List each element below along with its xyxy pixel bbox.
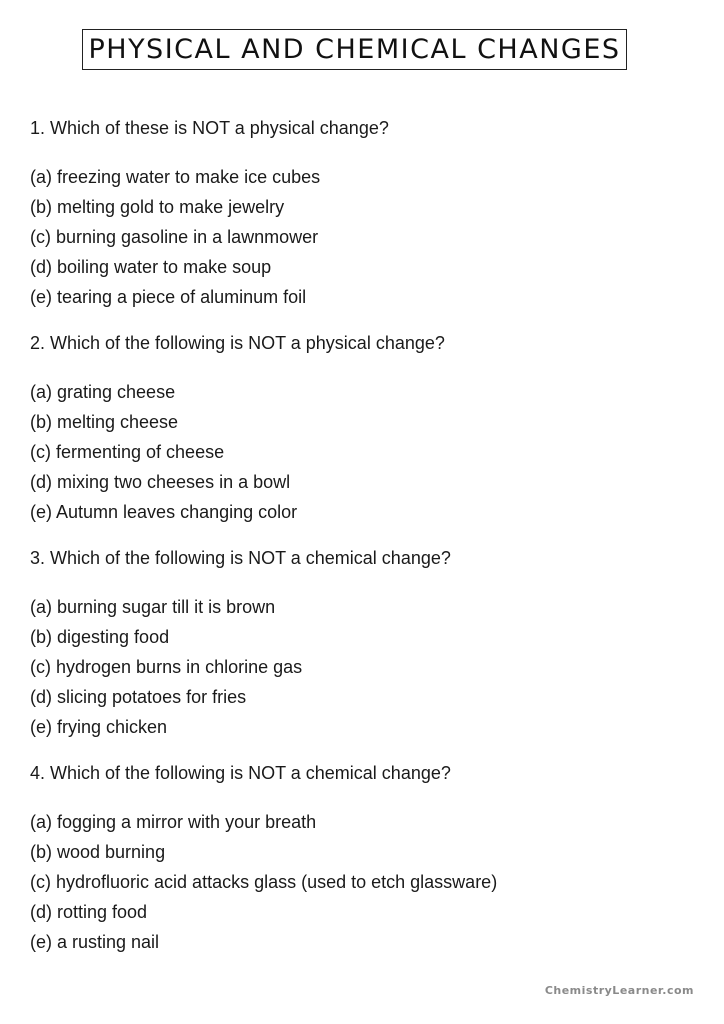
option-a: (a) freezing water to make ice cubes [30,167,321,187]
option-c: (c) burning gasoline in a lawnmower [30,227,319,247]
option-c: (c) fermenting of cheese [30,442,225,462]
option-d: (d) rotting food [30,902,148,922]
option-b: (b) digesting food [30,627,170,647]
option-d: (d) mixing two cheeses in a bowl [30,472,291,492]
question-2 [30,331,700,527]
option-a: (a) burning sugar till it is brown [30,597,276,617]
question-3 [30,546,700,742]
option-d: (d) boiling water to make soup [30,257,272,277]
option-d: (d) slicing potatoes for fries [30,687,247,707]
worksheet-title-box [82,29,627,70]
option-b: (b) melting gold to make jewelry [30,197,285,217]
site-watermark: ChemistryLearner.com [544,984,694,997]
question-text: 3. Which of the following is NOT a chemical change? [30,548,451,568]
option-e: (e) a rusting nail [30,932,160,952]
option-a: (a) fogging a mirror with your breath [30,812,317,832]
option-b: (b) wood burning [30,842,166,862]
worksheet-title: PHYSICAL AND CHEMICAL CHANGES [88,34,621,65]
question-4 [30,761,700,957]
answer-options [30,592,700,742]
question-text: 1. Which of these is NOT a physical change? [30,118,389,138]
option-e: (e) Autumn leaves changing color [30,502,298,522]
option-c: (c) hydrogen burns in chlorine gas [30,657,303,677]
option-c: (c) hydrofluoric acid attacks glass (used to etch glassware) [30,872,498,892]
question-text: 2. Which of the following is NOT a physical change? [30,333,445,353]
option-e: (e) tearing a piece of aluminum foil [30,287,307,307]
question-text: 4. Which of the following is NOT a chemical change? [30,763,451,783]
answer-options [30,162,700,312]
answer-options [30,807,700,957]
answer-options [30,377,700,527]
option-a: (a) grating cheese [30,382,176,402]
question-1 [30,116,700,312]
option-e: (e) frying chicken [30,717,168,737]
option-b: (b) melting cheese [30,412,179,432]
